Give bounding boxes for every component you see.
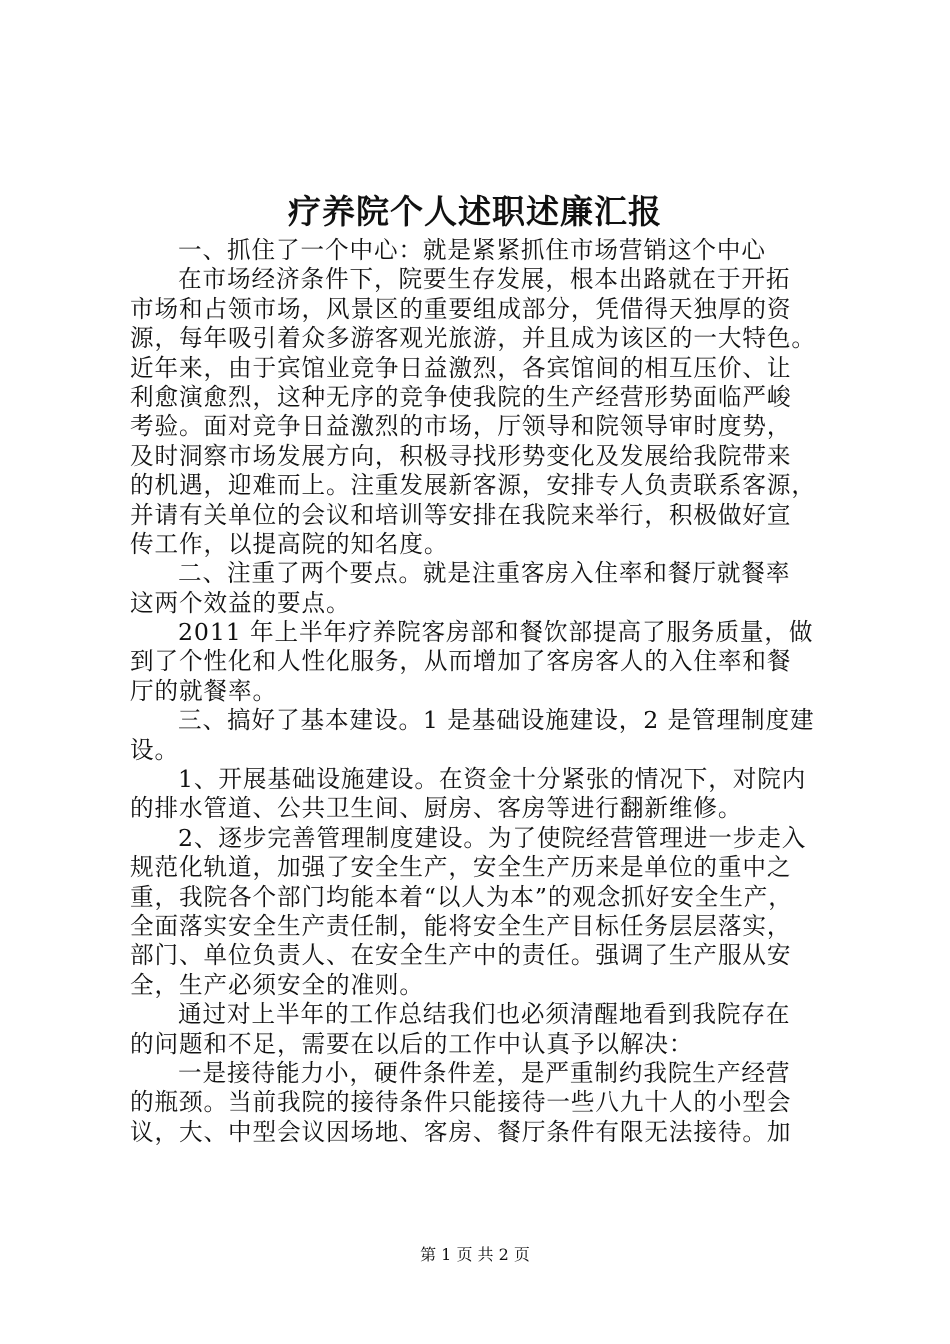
- body-line: 部门、单位负责人、在安全生产中的责任。强调了生产服从安: [130, 941, 792, 970]
- body-line: 三、搞好了基本建设。1 是基础设施建设，2 是管理制度建: [178, 706, 815, 735]
- document-title: 疗养院个人述职述廉汇报: [288, 192, 662, 231]
- body-line: 及时洞察市场发展方向，积极寻找形势变化及发展给我院带来: [130, 441, 792, 470]
- body-line: 源，每年吸引着众多游客观光旅游，并且成为该区的一大特色。: [130, 324, 816, 353]
- body-line: 厅的就餐率。: [130, 676, 277, 705]
- document-body: [130, 236, 846, 1147]
- body-line: 并请有关单位的会议和培训等安排在我院来举行，积极做好宣: [130, 500, 792, 529]
- body-line: 的机遇，迎难而上。注重发展新客源，安排专人负责联系客源，: [130, 471, 816, 500]
- body-line: 一、抓住了一个中心：就是紧紧抓住市场营销这个中心: [178, 236, 766, 264]
- body-line: 的问题和不足，需要在以后的工作中认真予以解决：: [130, 1029, 694, 1058]
- body-line: 这两个效益的要点。: [130, 588, 351, 617]
- body-line: 二、注重了两个要点。就是注重客房入住率和餐厅就餐率: [178, 559, 791, 588]
- body-line: 2011 年上半年疗养院客房部和餐饮部提高了服务质量，做: [178, 618, 814, 647]
- body-line: 一是接待能力小，硬件条件差，是严重制约我院生产经营: [178, 1058, 791, 1087]
- body-line: 全，生产必须安全的准则。: [130, 970, 424, 999]
- body-line: 利愈演愈烈，这种无序的竞争使我院的生产经营形势面临严峻: [130, 382, 792, 411]
- body-line: 传工作，以提高院的知名度。: [130, 529, 449, 558]
- body-line: 通过对上半年的工作总结我们也必须清醒地看到我院存在: [178, 1000, 791, 1029]
- body-line: 到了个性化和人性化服务，从而增加了客房客人的入住率和餐: [130, 647, 792, 676]
- body-line: 规范化轨道，加强了安全生产，安全生产历来是单位的重中之: [130, 853, 792, 882]
- body-line: 1、开展基础设施建设。在资金十分紧张的情况下，对院内: [178, 765, 807, 794]
- body-line: 在市场经济条件下，院要生存发展，根本出路就在于开拓: [178, 265, 791, 294]
- body-line: 近年来，由于宾馆业竞争日益激烈，各宾馆间的相互压价、让: [130, 353, 792, 382]
- body-line: 2、逐步完善管理制度建设。为了使院经营管理进一步走入: [178, 823, 807, 852]
- page-footer: 第 1 页 共 2 页: [420, 1245, 530, 1264]
- body-line: 重，我院各个部门均能本着“以人为本”的观念抓好安全生产，: [130, 882, 793, 911]
- body-line: 议，大、中型会议因场地、客房、餐厅条件有限无法接待。加: [130, 1117, 792, 1146]
- body-line: 的排水管道、公共卫生间、厨房、客房等进行翻新维修。: [130, 794, 743, 823]
- body-line: 市场和占领市场，风景区的重要组成部分，凭借得天独厚的资: [130, 294, 792, 323]
- body-line: 考验。面对竞争日益激烈的市场，厅领导和院领导审时度势，: [130, 412, 792, 441]
- body-line: 全面落实安全生产责任制，能将安全生产目标任务层层落实，: [130, 911, 792, 940]
- body-line: 的瓶颈。当前我院的接待条件只能接待一些八九十人的小型会: [130, 1088, 792, 1117]
- body-line: 设。: [130, 735, 179, 764]
